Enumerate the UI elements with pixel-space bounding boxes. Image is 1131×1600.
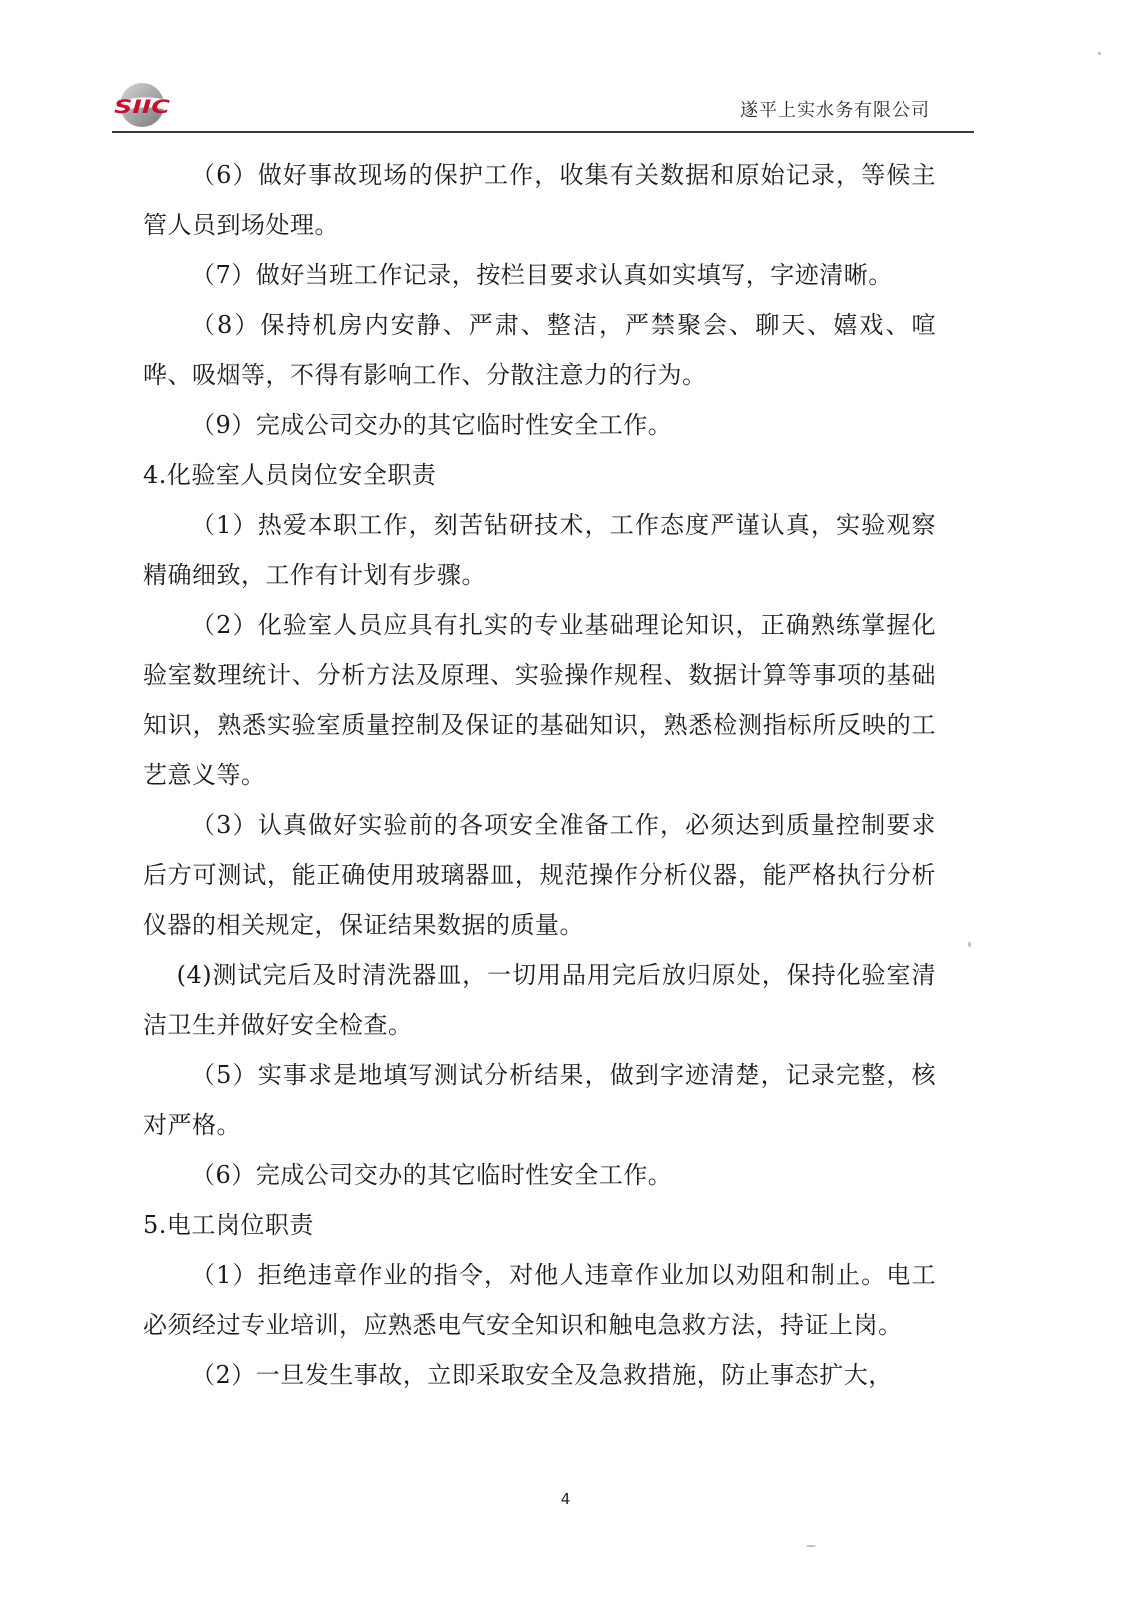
paragraph: （9）完成公司交办的其它临时性安全工作。 xyxy=(191,411,673,439)
logo-text: SIIC xyxy=(114,96,171,118)
page-header xyxy=(112,78,974,134)
scan-speck xyxy=(806,1545,816,1547)
paragraph: （5）实事求是地填写测试分析结果，做到字迹清楚，记录完整，核对严格。 xyxy=(143,1061,936,1139)
paragraph: （8）保持机房内安静、严肃、整洁，严禁聚会、聊天、嬉戏、喧哗、吸烟等，不得有影响工作、分散注意力的行为。 xyxy=(143,311,936,389)
paragraph: （2）一旦发生事故，立即采取安全及急救措施，防止事态扩大， xyxy=(191,1361,893,1389)
paragraph: （6）完成公司交办的其它临时性安全工作。 xyxy=(191,1161,673,1189)
header-divider xyxy=(112,131,974,133)
section-heading: 4.化验室人员岗位安全职责 xyxy=(143,461,437,489)
company-name: 遂平上实水务有限公司 xyxy=(740,100,930,121)
scan-speck xyxy=(968,942,971,947)
document-body xyxy=(143,150,936,1400)
scan-speck xyxy=(1098,52,1101,55)
paragraph: （7）做好当班工作记录，按栏目要求认真如实填写，字迹清晰。 xyxy=(191,261,893,289)
section-heading: 5.电工岗位职责 xyxy=(143,1211,314,1239)
paragraph: （1）拒绝违章作业的指令，对他人违章作业加以劝阻和制止。电工必须经过专业培训，应熟悉电气安全知识和触电急救方法，持证上岗。 xyxy=(143,1261,936,1339)
paragraph: （2）化验室人员应具有扎实的专业基础理论知识，正确熟练掌握化验室数理统计、分析方法及原理、实验操作规程、数据计算等事项的基础知识，熟悉实验室质量控制及保证的基础知识，熟悉检测指标所反映的工艺意义等。 xyxy=(143,611,936,789)
page-number: 4 xyxy=(560,1490,571,1508)
paragraph: （3）认真做好实验前的各项安全准备工作，必须达到质量控制要求后方可测试，能正确使用玻璃器皿，规范操作分析仪器，能严格执行分析仪器的相关规定，保证结果数据的质量。 xyxy=(143,811,936,939)
paragraph: （6）做好事故现场的保护工作，收集有关数据和原始记录，等候主管人员到场处理。 xyxy=(143,161,936,239)
paragraph: (4)测试完后及时清洗器皿，一切用品用完后放归原处，保持化验室清洁卫生并做好安全检查。 xyxy=(143,961,936,1039)
company-logo xyxy=(112,80,172,130)
paragraph: （1）热爱本职工作，刻苦钻研技术，工作态度严谨认真，实验观察精确细致，工作有计划有步骤。 xyxy=(143,511,936,589)
